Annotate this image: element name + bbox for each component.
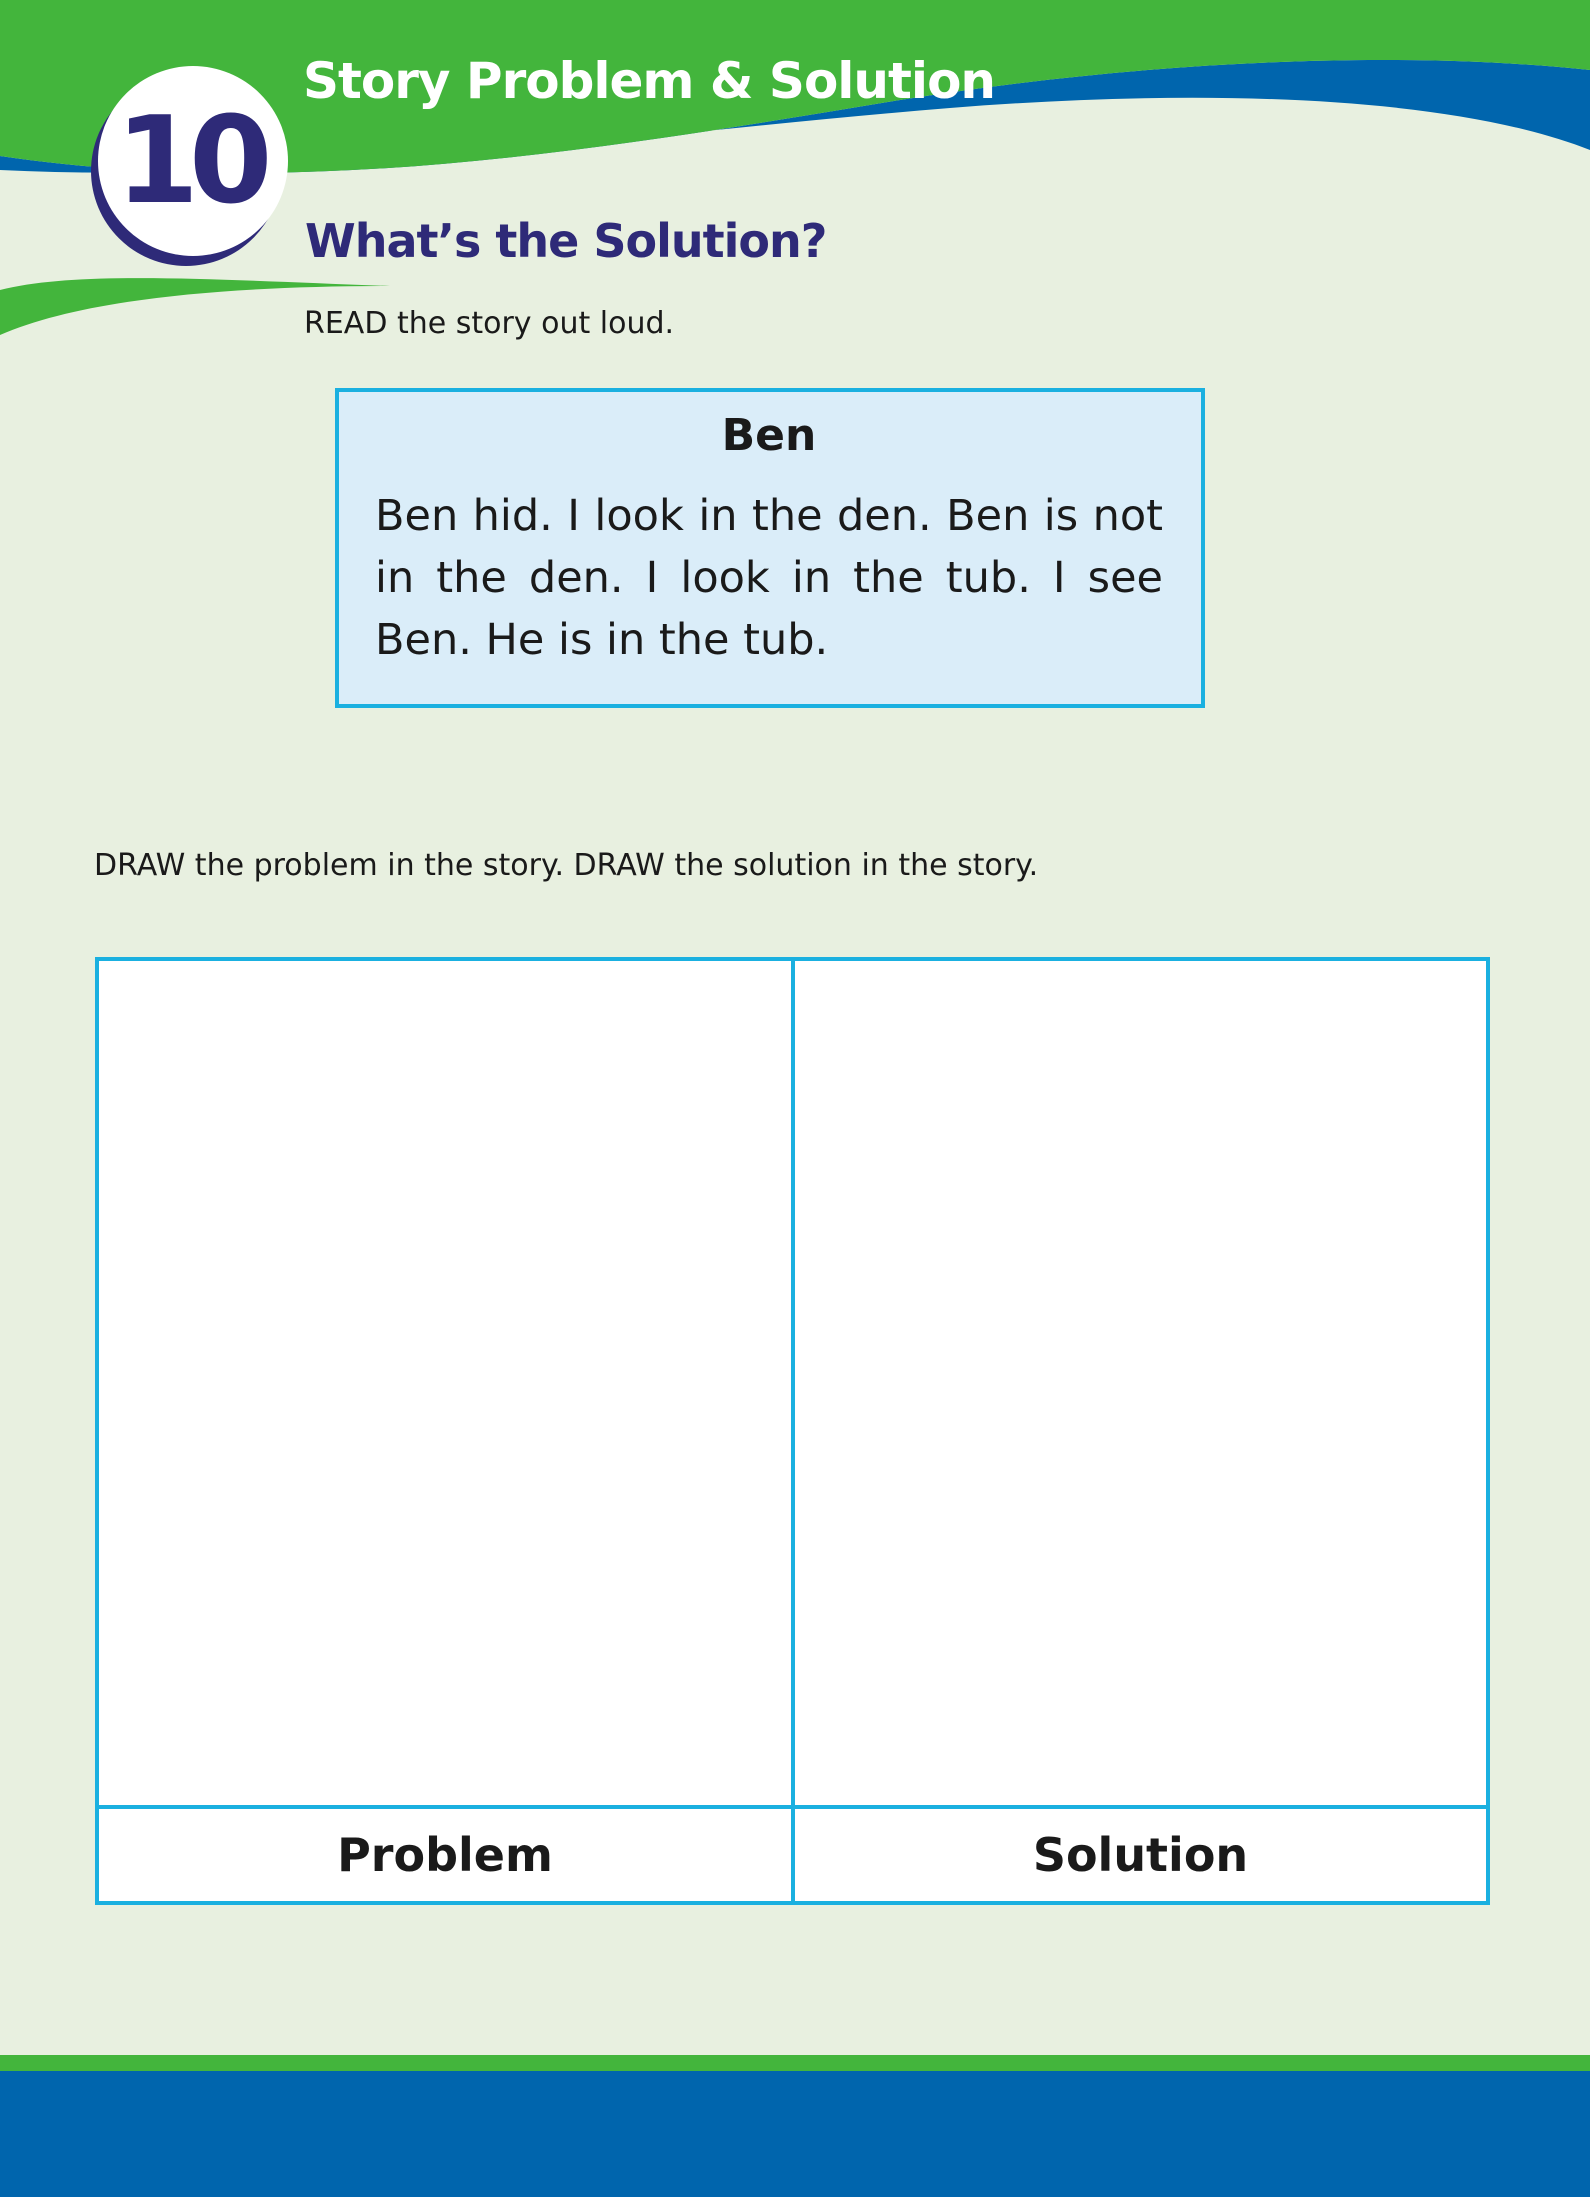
story-text: Ben hid. I look in the den. Ben is not in the den. I look in the tub. I see Ben. He is in the tub.	[375, 491, 1163, 665]
drawing-boxes	[95, 957, 1490, 1905]
draw-instruction: DRAW the problem in the story. DRAW the solution in the story.	[94, 848, 1039, 883]
read-instruction: READ the story out loud.	[304, 306, 675, 341]
activity-title: What’s the Solution?	[305, 214, 827, 268]
solution-label: Solution	[1032, 1828, 1249, 1882]
section-title: Story Problem & Solution	[303, 52, 996, 110]
solution-drawing-area[interactable]	[795, 961, 1486, 1809]
story-box	[335, 388, 1205, 708]
activity-number-badge	[98, 66, 288, 256]
story-title: Ben	[721, 410, 817, 461]
problem-label: Problem	[99, 1809, 795, 1901]
activity-number: 10	[115, 91, 263, 231]
footer-blue-band	[0, 2071, 1590, 2197]
footer-green-stripe	[0, 2055, 1590, 2071]
problem-drawing-area[interactable]	[99, 961, 795, 1809]
